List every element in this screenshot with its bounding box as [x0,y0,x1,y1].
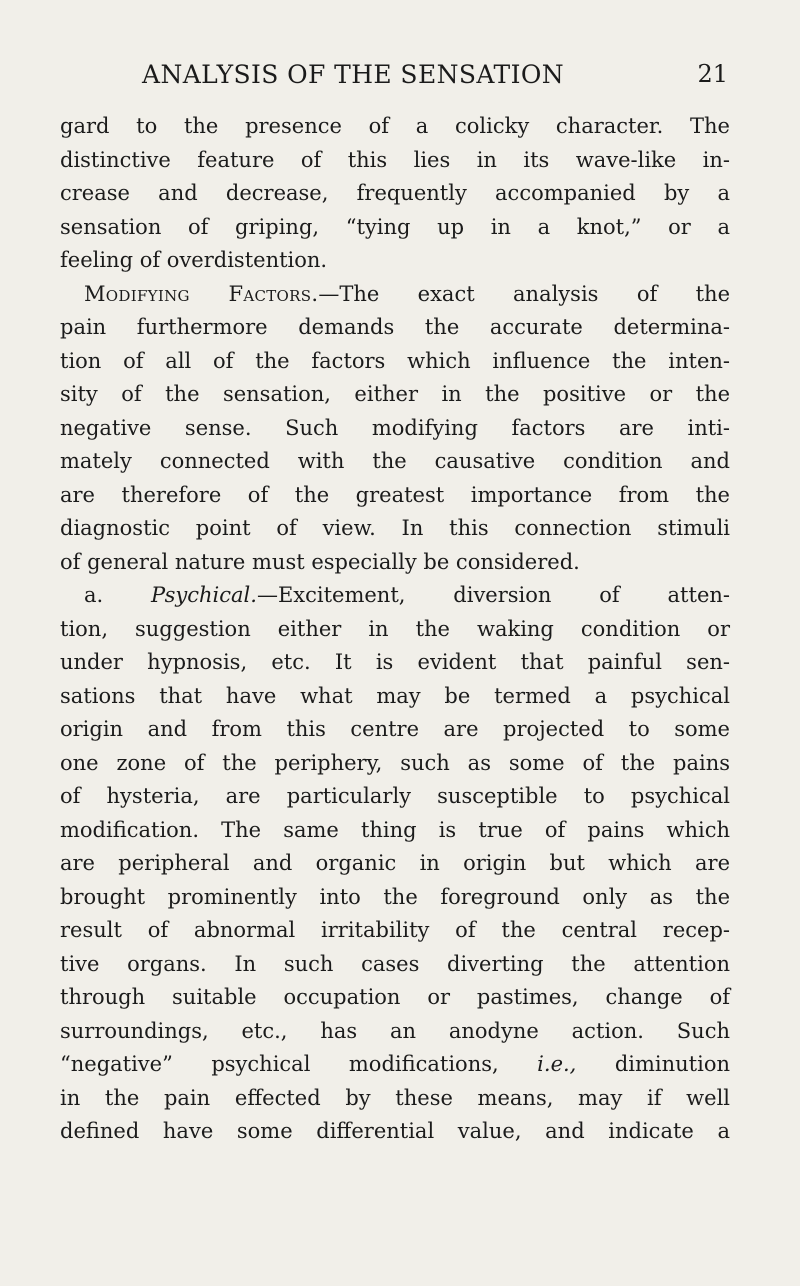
text-run: “negative” psychical modifications, [60,1052,538,1076]
text-line: one zone of the periphery, such as some of the pains [60,750,730,775]
text-line: distinctive feature of this lies in its wave-like in- [60,147,730,172]
text-line: gard to the presence of a colicky character. The [60,114,730,138]
text-line: defined have some differential value, and indicate a [60,1119,730,1143]
text-line: mately connected with the causative condition and [60,449,730,473]
text-line: crease and decrease, frequently accompanied by a [60,181,730,205]
text-line: sations that have what may be termed a psychical [60,683,730,708]
text-line: sity of the sensation, either in the positive or the [60,382,730,406]
text-line: negative sense. Such modifying factors are inti- [60,415,730,440]
subsection-heading-line [60,579,730,613]
section-heading: Modifying Factors. [84,281,319,306]
text-line: sensation of griping, “tying up in a knot,” or a [60,214,730,239]
italic-abbreviation: i.e., [537,1052,577,1076]
text-line: result of abnormal irritability of the central recep- [60,918,730,942]
text-line: modification. The same thing is true of pains which [60,817,730,842]
subsection-heading: Psychical. [151,583,257,607]
text-line: tive organs. In such cases diverting the attention [60,951,730,976]
running-head [60,60,728,100]
text-line: in the pain effected by these means, may if well [60,1085,730,1110]
text-run: —Excitement, diversion of atten- [256,583,730,607]
text-line: brought prominently into the foreground only as the [60,884,730,909]
text-line: of hysteria, are particularly susceptible to psychical [60,784,730,808]
text-run: —The exact analysis of the [318,281,730,306]
text-line: diagnostic point of view. In this connection stimuli [60,516,730,540]
text-line: under hypnosis, etc. It is evident that painful sen- [60,650,730,674]
text-line: are therefore of the greatest importance from the [60,482,730,507]
text-line: are peripheral and organic in origin but which are [60,851,730,875]
text-line: tion of all of the factors which influence the inten- [60,348,730,373]
text-line: pain furthermore demands the accurate determina- [60,315,730,339]
text-line: origin and from this centre are projected to some [60,717,730,741]
text-line: of general nature must especially be considered. [60,549,580,574]
text-line: through suitable occupation or pastimes, change of [60,985,730,1009]
text-line: feeling of overdistention. [60,248,328,272]
text-line: surroundings, etc., has an anodyne action. Such [60,1018,730,1043]
body-text [60,110,730,1149]
section-heading-line [60,278,730,312]
text-line [60,1048,730,1082]
text-line: tion, suggestion either in the waking condition or [60,616,730,641]
page-number: 21 [697,60,728,88]
running-title: ANALYSIS OF THE SENSATION [142,60,565,89]
subsection-marker: a. [84,583,152,607]
text-run: diminution [576,1052,730,1076]
